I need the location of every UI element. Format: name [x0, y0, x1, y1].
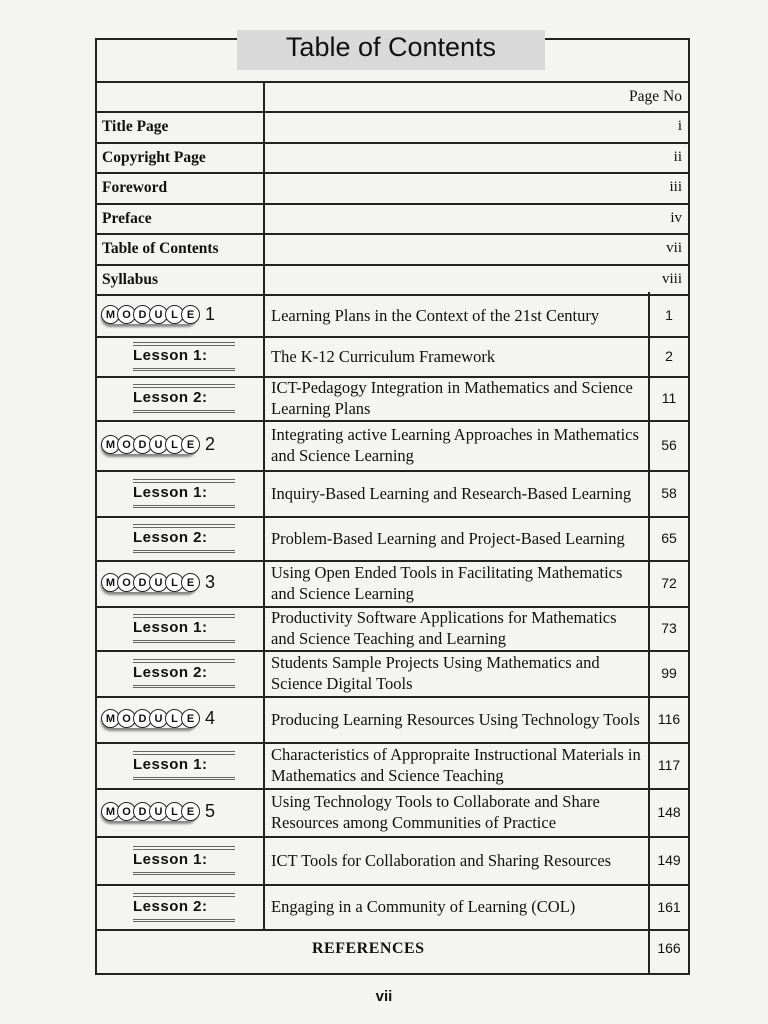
lesson-label: Lesson 1: — [133, 347, 208, 364]
module-letter: O — [117, 573, 136, 592]
divider — [263, 81, 265, 294]
module-number: 3 — [205, 572, 216, 592]
lesson-rule — [133, 342, 235, 343]
module-letter: D — [133, 802, 152, 821]
entry-page-number: 161 — [657, 898, 681, 915]
module-title: Using Technology Tools to Collaborate and Share Resources among Communities of Practice — [271, 792, 600, 832]
lesson-title: Characteristics of Appropraite Instructional Materials in Mathematics and Science Teaching — [271, 745, 641, 785]
entry-page-number: 148 — [657, 804, 681, 820]
references-label: REFERENCES — [312, 940, 425, 957]
divider — [95, 788, 690, 790]
entry-page-number: 56 — [661, 437, 677, 453]
front-matter-label: Copyright Page — [102, 148, 206, 166]
lesson-rule — [133, 617, 235, 618]
lesson-rule — [133, 921, 235, 922]
lesson-rule — [133, 552, 235, 553]
lesson-rule — [133, 370, 235, 371]
front-matter-page: vii — [666, 240, 682, 256]
module-letter: U — [149, 709, 168, 728]
module-badge — [101, 304, 215, 325]
lesson-label: Lesson 1: — [133, 484, 208, 501]
front-matter-page: ii — [673, 148, 682, 165]
module-letter: M — [101, 305, 120, 324]
lesson-rule — [133, 662, 235, 663]
lesson-title: Students Sample Projects Using Mathematics and Science Digital Tools — [271, 653, 600, 693]
lesson-label: Lesson 2: — [133, 529, 208, 546]
module-badge — [101, 801, 215, 822]
lesson-rule — [133, 412, 235, 413]
divider — [95, 81, 690, 83]
lesson-rule — [133, 410, 235, 411]
divider — [95, 696, 690, 698]
lesson-rule — [133, 777, 235, 778]
front-matter-label: Table of Contents — [102, 240, 219, 257]
entry-page-number: 2 — [665, 348, 673, 364]
module-badge — [101, 708, 215, 729]
module-letter: D — [133, 573, 152, 592]
divider — [95, 516, 690, 518]
lesson-rule — [133, 685, 235, 686]
module-title: Producing Learning Resources Using Technology Tools — [271, 709, 640, 729]
lesson-title: Problem-Based Learning and Project-Based Learning — [271, 528, 625, 548]
module-letter: O — [117, 709, 136, 728]
lesson-label: Lesson 1: — [133, 851, 208, 868]
front-matter-label: Preface — [102, 209, 152, 227]
front-matter-label: Syllabus — [102, 270, 159, 288]
module-letter: O — [117, 435, 136, 454]
lesson-label: Lesson 2: — [133, 897, 208, 915]
entry-page-number: 1 — [665, 307, 673, 323]
module-letter: E — [181, 435, 200, 454]
module-letter: U — [149, 802, 168, 821]
module-letter: D — [133, 709, 152, 728]
module-letter: O — [117, 305, 136, 324]
page-title: Table of Contents — [285, 32, 497, 62]
lesson-rule — [133, 614, 235, 615]
module-title: Learning Plans in the Context of the 21st Century — [271, 305, 600, 325]
module-letter: L — [165, 709, 184, 728]
lesson-rule — [133, 846, 235, 847]
lesson-rule — [133, 505, 235, 506]
module-letter: M — [101, 573, 120, 592]
module-number: 5 — [205, 801, 216, 821]
lesson-rule — [133, 872, 235, 873]
divider — [95, 836, 690, 838]
front-matter-label: Title Page — [102, 118, 169, 135]
lesson-title: ICT-Pedagogy Integration in Mathematics and Science Learning Plans — [271, 378, 633, 418]
divider — [95, 142, 690, 144]
divider — [95, 203, 690, 205]
entry-page-number: 116 — [657, 711, 681, 727]
module-letter: L — [165, 802, 184, 821]
lesson-title: Engaging in a Community of Learning (COL) — [271, 897, 576, 916]
entry-page-number: 11 — [661, 390, 677, 406]
lesson-rule — [133, 779, 235, 780]
module-letter: D — [133, 435, 152, 454]
divider — [95, 336, 690, 338]
divider — [95, 233, 690, 235]
divider — [95, 264, 690, 266]
module-title: Using Open Ended Tools in Facilitating Mathematics and Science Learning — [271, 563, 623, 603]
lesson-rule — [133, 640, 235, 641]
entry-page-number: 58 — [661, 485, 677, 501]
module-letter: D — [133, 305, 152, 324]
module-letter: E — [181, 573, 200, 592]
lesson-rule — [133, 368, 235, 369]
front-matter-page: iv — [670, 209, 682, 226]
entry-page-number: 72 — [661, 575, 677, 591]
lesson-title: ICT Tools for Collaboration and Sharing Resources — [271, 850, 612, 870]
lesson-rule — [133, 550, 235, 551]
divider — [95, 884, 690, 886]
lesson-rule — [133, 893, 235, 894]
lesson-rule — [133, 345, 235, 346]
module-number: 1 — [205, 304, 216, 324]
lesson-label: Lesson 1: — [133, 756, 208, 773]
entry-page-number: 117 — [657, 757, 681, 773]
lesson-rule — [133, 479, 235, 480]
divider — [95, 470, 690, 472]
divider — [263, 292, 265, 929]
entry-page-number: 65 — [661, 530, 677, 546]
module-letter: M — [101, 709, 120, 728]
lesson-label: Lesson 2: — [133, 389, 208, 406]
references-page: 166 — [657, 940, 681, 956]
lesson-rule — [133, 687, 235, 688]
module-letter: U — [149, 573, 168, 592]
divider — [95, 929, 690, 931]
module-letter: L — [165, 305, 184, 324]
divider — [95, 111, 690, 113]
module-letter: U — [149, 435, 168, 454]
lesson-rule — [133, 524, 235, 525]
lesson-rule — [133, 919, 235, 920]
lesson-rule — [133, 659, 235, 660]
lesson-title: Inquiry-Based Learning and Research-Based Learning — [271, 483, 632, 503]
lesson-rule — [133, 387, 235, 388]
module-letter: M — [101, 435, 120, 454]
lesson-rule — [133, 384, 235, 385]
front-matter-label: Foreword — [102, 179, 168, 196]
front-matter-page: iii — [669, 179, 682, 195]
module-title: Integrating active Learning Approaches in Mathematics and Science Learning — [271, 425, 639, 465]
entry-page-number: 149 — [657, 852, 681, 868]
lesson-rule — [133, 874, 235, 875]
module-letter: O — [117, 802, 136, 821]
lesson-rule — [133, 896, 235, 897]
module-letter: L — [165, 573, 184, 592]
lesson-rule — [133, 754, 235, 755]
divider — [95, 294, 690, 296]
lesson-rule — [133, 507, 235, 508]
lesson-label: Lesson 2: — [133, 664, 208, 681]
lesson-title: The K-12 Curriculum Framework — [271, 346, 496, 366]
entry-page-number: 73 — [661, 620, 677, 636]
module-letter: E — [181, 709, 200, 728]
lesson-rule — [133, 849, 235, 850]
front-matter-page: viii — [661, 270, 682, 287]
module-letter: M — [101, 802, 120, 821]
lesson-rule — [133, 642, 235, 643]
divider — [95, 420, 690, 422]
page-no-header: Page No — [629, 88, 682, 105]
lesson-rule — [133, 482, 235, 483]
module-letter: E — [181, 802, 200, 821]
module-badge — [101, 572, 215, 593]
module-letter: L — [165, 435, 184, 454]
module-badge — [101, 434, 215, 455]
divider — [95, 172, 690, 174]
module-letter: U — [149, 305, 168, 324]
lesson-rule — [133, 751, 235, 752]
divider — [648, 292, 650, 929]
entry-page-number: 99 — [661, 665, 677, 681]
module-letter: E — [181, 305, 200, 324]
lesson-title: Productivity Software Applications for Mathematics and Science Teaching and Learning — [271, 608, 617, 648]
lesson-label: Lesson 1: — [133, 619, 208, 636]
lesson-rule — [133, 527, 235, 528]
footer-page-number: vii — [375, 988, 393, 1005]
module-number: 4 — [205, 708, 216, 728]
module-number: 2 — [205, 434, 216, 454]
front-matter-page: i — [677, 118, 682, 134]
